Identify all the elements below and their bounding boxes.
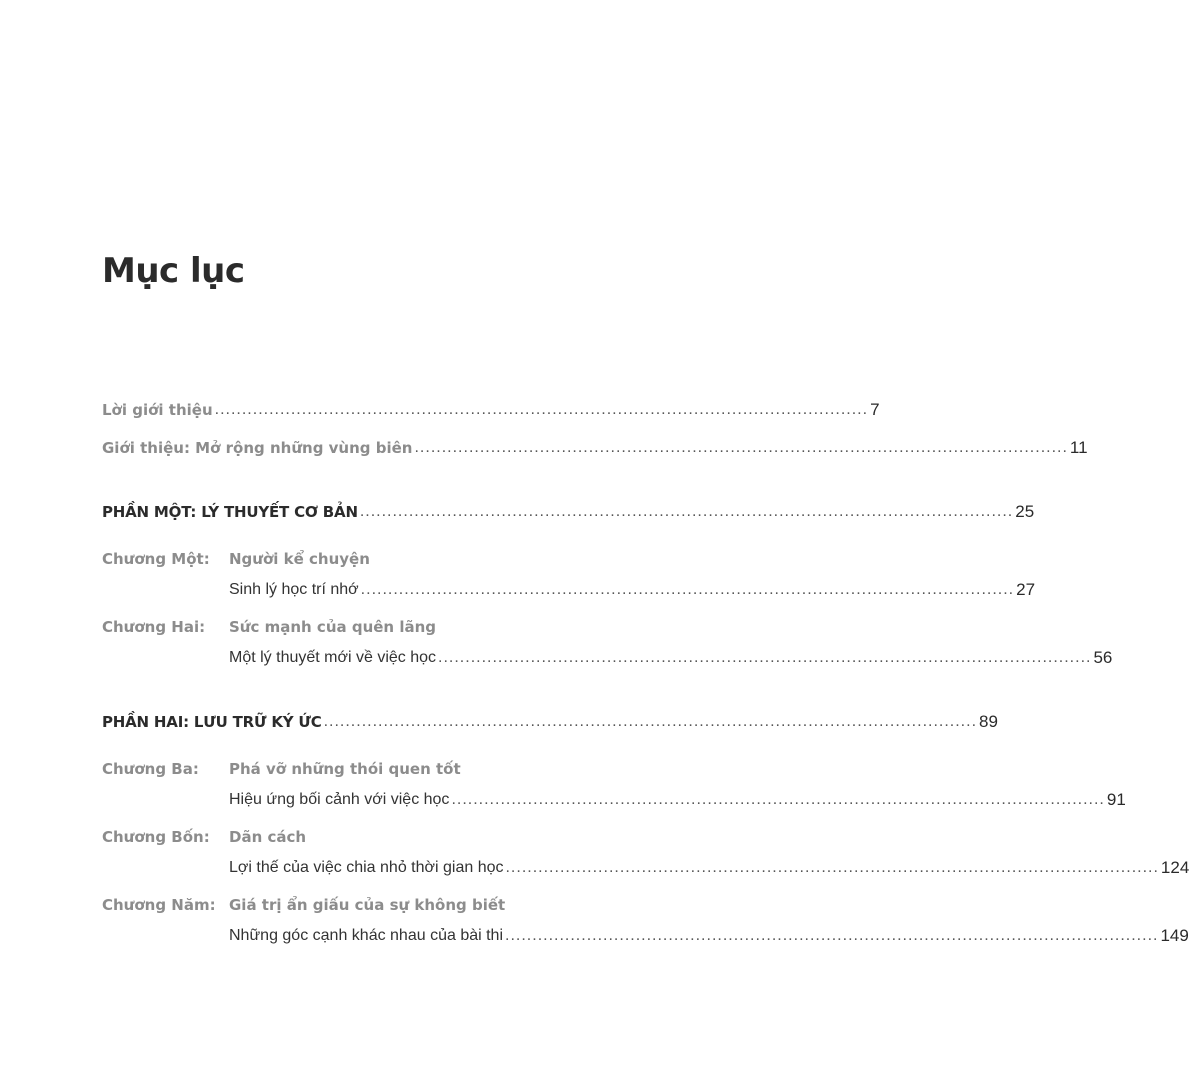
toc-entry-label: Giới thiệu: Mở rộng những vùng biên (102, 439, 413, 457)
toc-chapter-title[interactable]: Phá vỡ những thói quen tốt (229, 760, 461, 778)
toc-leader-dots: ........................................................................................................................ (359, 503, 1014, 520)
toc-chapter-label: Chương Một: (102, 550, 210, 568)
toc-entry-introduction[interactable] (102, 434, 1088, 458)
toc-chapter-entry[interactable] (229, 644, 1113, 668)
toc-page-number: 149 (1160, 926, 1189, 945)
toc-page-number: 27 (1016, 580, 1036, 599)
toc-page-number: 11 (1069, 438, 1088, 457)
toc-part-one[interactable] (102, 498, 1035, 522)
toc-part-label: PHẦN HAI: LƯU TRỮ KÝ ỨC (102, 713, 322, 731)
toc-leader-dots: ........................................................................................................................ (451, 791, 1105, 808)
toc-chapter-entry[interactable] (229, 854, 1189, 878)
toc-chapter-title[interactable]: Sức mạnh của quên lãng (229, 618, 437, 636)
toc-entry-preface[interactable] (102, 396, 880, 420)
toc-page-number: 25 (1015, 502, 1035, 521)
toc-leader-dots: ........................................................................................................................ (214, 401, 869, 418)
toc-leader-dots: ........................................................................................................................ (505, 859, 1159, 876)
toc-page-number: 124 (1160, 858, 1189, 877)
toc-page-number: 7 (870, 400, 880, 419)
toc-part-label: PHẦN MỘT: LÝ THUYẾT CƠ BẢN (102, 503, 358, 521)
toc-chapter-subtitle: Hiệu ứng bối cảnh với việc học (229, 791, 450, 808)
toc-chapter-label: Chương Năm: (102, 896, 216, 914)
toc-chapter-label: Chương Bốn: (102, 828, 210, 846)
toc-chapter-entry[interactable] (229, 922, 1189, 946)
toc-leader-dots: ........................................................................................................................ (438, 649, 1092, 666)
toc-chapter-entry[interactable] (229, 786, 1126, 810)
toc-page-number: 89 (979, 712, 998, 731)
toc-chapter-subtitle: Lợi thế của việc chia nhỏ thời gian học (229, 859, 504, 876)
toc-part-two[interactable] (102, 708, 998, 732)
toc-chapter-subtitle: Sinh lý học trí nhớ (229, 581, 359, 598)
toc-chapter-title[interactable]: Người kể chuyện (229, 550, 370, 568)
toc-chapter-entry[interactable] (229, 576, 1036, 600)
toc-chapter-subtitle: Một lý thuyết mới về việc học (229, 649, 437, 666)
toc-chapter-label: Chương Hai: (102, 618, 206, 636)
toc-leader-dots: ........................................................................................................................ (414, 439, 1068, 456)
toc-leader-dots: ........................................................................................................................ (323, 713, 978, 730)
toc-chapter-title[interactable]: Dãn cách (229, 828, 307, 846)
toc-page-number: 91 (1106, 790, 1126, 809)
toc-leader-dots: ........................................................................................................................ (360, 581, 1015, 598)
toc-entry-label: Lời giới thiệu (102, 401, 213, 419)
toc-page-number: 56 (1093, 648, 1113, 667)
toc-leader-dots: ........................................................................................................................ (505, 927, 1159, 944)
toc-chapter-subtitle: Những góc cạnh khác nhau của bài thi (229, 927, 504, 944)
toc-chapter-title[interactable]: Giá trị ẩn giấu của sự không biết (229, 896, 506, 914)
toc-chapter-label: Chương Ba: (102, 760, 199, 778)
page-title: Mục lục (102, 251, 245, 291)
